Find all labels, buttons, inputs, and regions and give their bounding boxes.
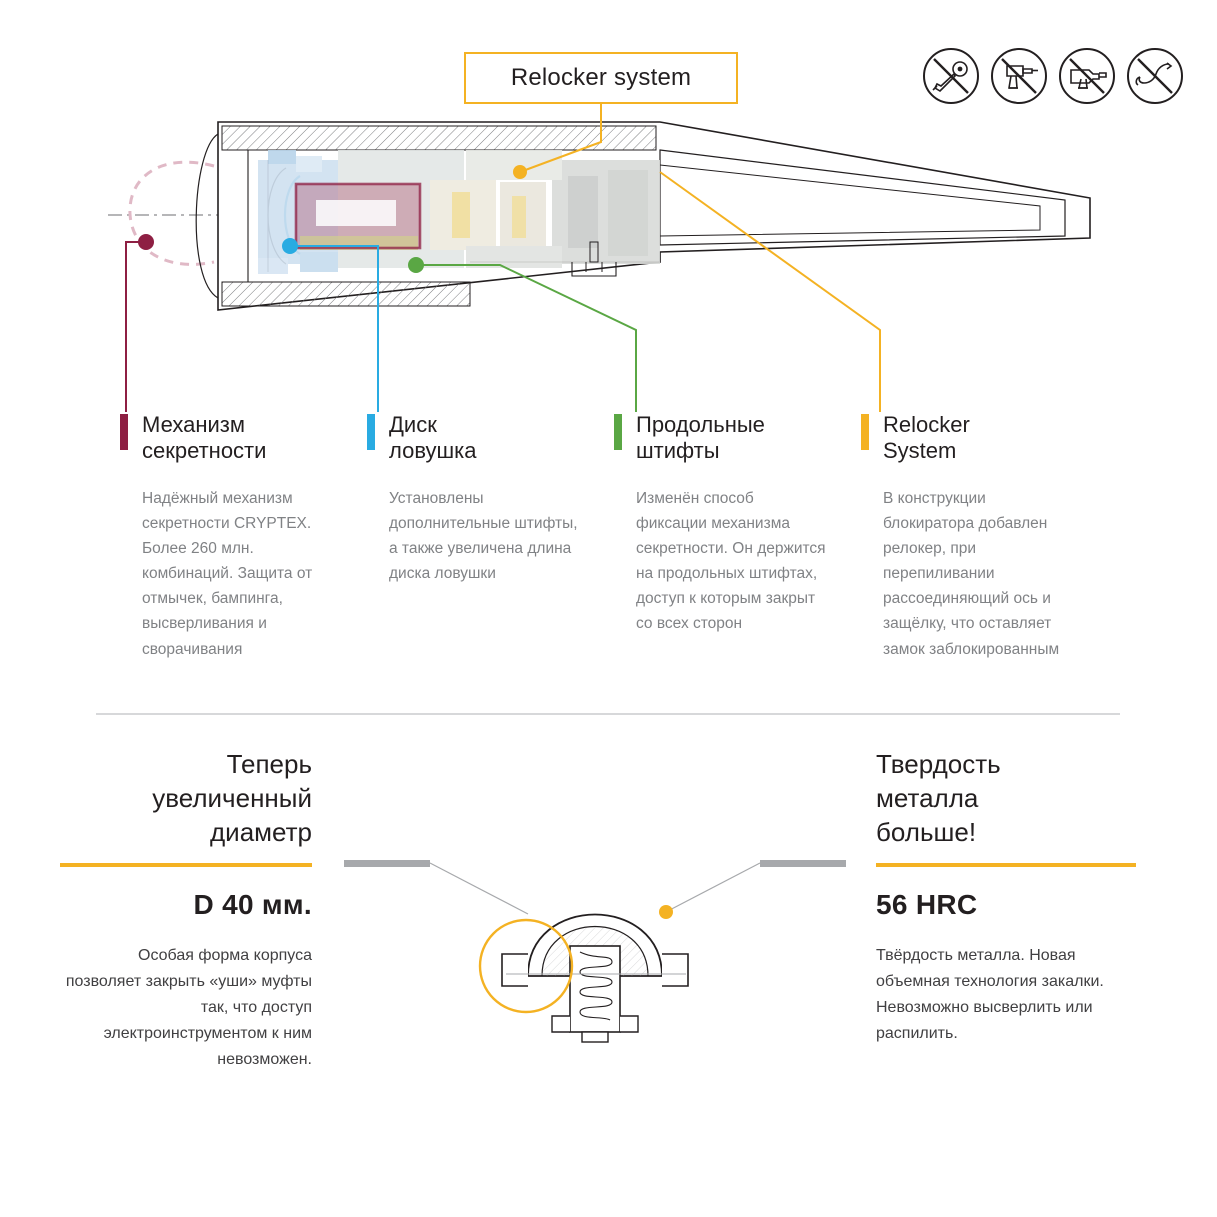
feature-title-line1: Механизм — [142, 412, 245, 437]
coupling-cross-section-drawing — [330, 836, 860, 1066]
feature-title-line1: Продольные — [636, 412, 765, 437]
section-divider — [96, 713, 1120, 715]
bottom-diameter-block — [60, 748, 312, 1073]
bottom-left-title — [60, 748, 312, 849]
feature-title-line2: ловушка — [389, 437, 477, 463]
bottom-left-title-line2: увеличенный — [152, 782, 312, 813]
no-drill-icon — [991, 48, 1047, 104]
bottom-left-title-line3: диаметр — [210, 816, 312, 847]
feature-title-line2: System — [883, 437, 957, 463]
bottom-left-title-line1: Теперь — [226, 749, 312, 779]
bottom-right-rule — [876, 863, 1136, 867]
diameter-value: D 40 мм. — [193, 889, 312, 921]
bottom-right-description: Твёрдость металла. Новая объемная технология закалки. Невозможно высверлить или распилить. — [876, 947, 1104, 1043]
feature-title-line2: штифты — [636, 437, 720, 463]
no-crowbar-icon — [1127, 48, 1183, 104]
feature-title-line1: Relocker — [883, 412, 970, 437]
feature-accent-bar — [614, 414, 622, 450]
relocker-callout-label: Relocker system — [510, 64, 692, 91]
feature-accent-bar — [861, 414, 869, 450]
feature-description: В конструкции блокиратора добавлен релокер, при перепиливании рассоединяющий ось и защёлку, что оставляет замок заблокированным — [883, 489, 1060, 658]
bottom-left-rule — [60, 863, 312, 867]
feature-longitudinal-pins — [614, 412, 861, 662]
feature-title-line1: Диск — [389, 412, 437, 437]
feature-description: Надёжный механизм секретности CRYPTEX. Более 260 млн. комбинаций. Защита от отмычек, бампинга, высверливания и сворачивания — [142, 489, 313, 658]
feature-trap-disc — [367, 412, 614, 662]
hardness-value: 56 HRC — [876, 889, 978, 921]
bottom-right-title-line1: Твердость — [876, 749, 1001, 779]
feature-description: Установлены дополнительные штифты, а также увеличена длина диска ловушки — [389, 489, 578, 583]
feature-accent-bar — [120, 414, 128, 450]
feature-title — [142, 412, 333, 464]
no-grinder-icon — [923, 48, 979, 104]
feature-relocker-system — [861, 412, 1108, 662]
bottom-right-title — [876, 748, 1136, 849]
bottom-right-title-line2: металла — [876, 782, 979, 813]
feature-accent-bar — [367, 414, 375, 450]
feature-title — [636, 412, 827, 464]
feature-secrecy-mechanism — [120, 412, 367, 662]
feature-title — [389, 412, 580, 464]
feature-title — [883, 412, 1074, 464]
feature-columns — [120, 412, 1110, 662]
relocker-callout-box — [464, 52, 738, 104]
bottom-hardness-block — [876, 748, 1136, 1047]
no-impact-driver-icon — [1059, 48, 1115, 104]
tool-restriction-badges — [923, 48, 1183, 104]
feature-title-line2: секретности — [142, 437, 267, 463]
bottom-left-description: Особая форма корпуса позволяет закрыть «уши» муфты так, что доступ электроинструментом к ним невозможен. — [65, 947, 312, 1069]
feature-description: Изменён способ фиксации механизма секретности. Он держится на продольных штифтах, доступ к которым закрыт со всех сторон — [636, 489, 826, 633]
bottom-right-title-line3: больше! — [876, 816, 977, 847]
